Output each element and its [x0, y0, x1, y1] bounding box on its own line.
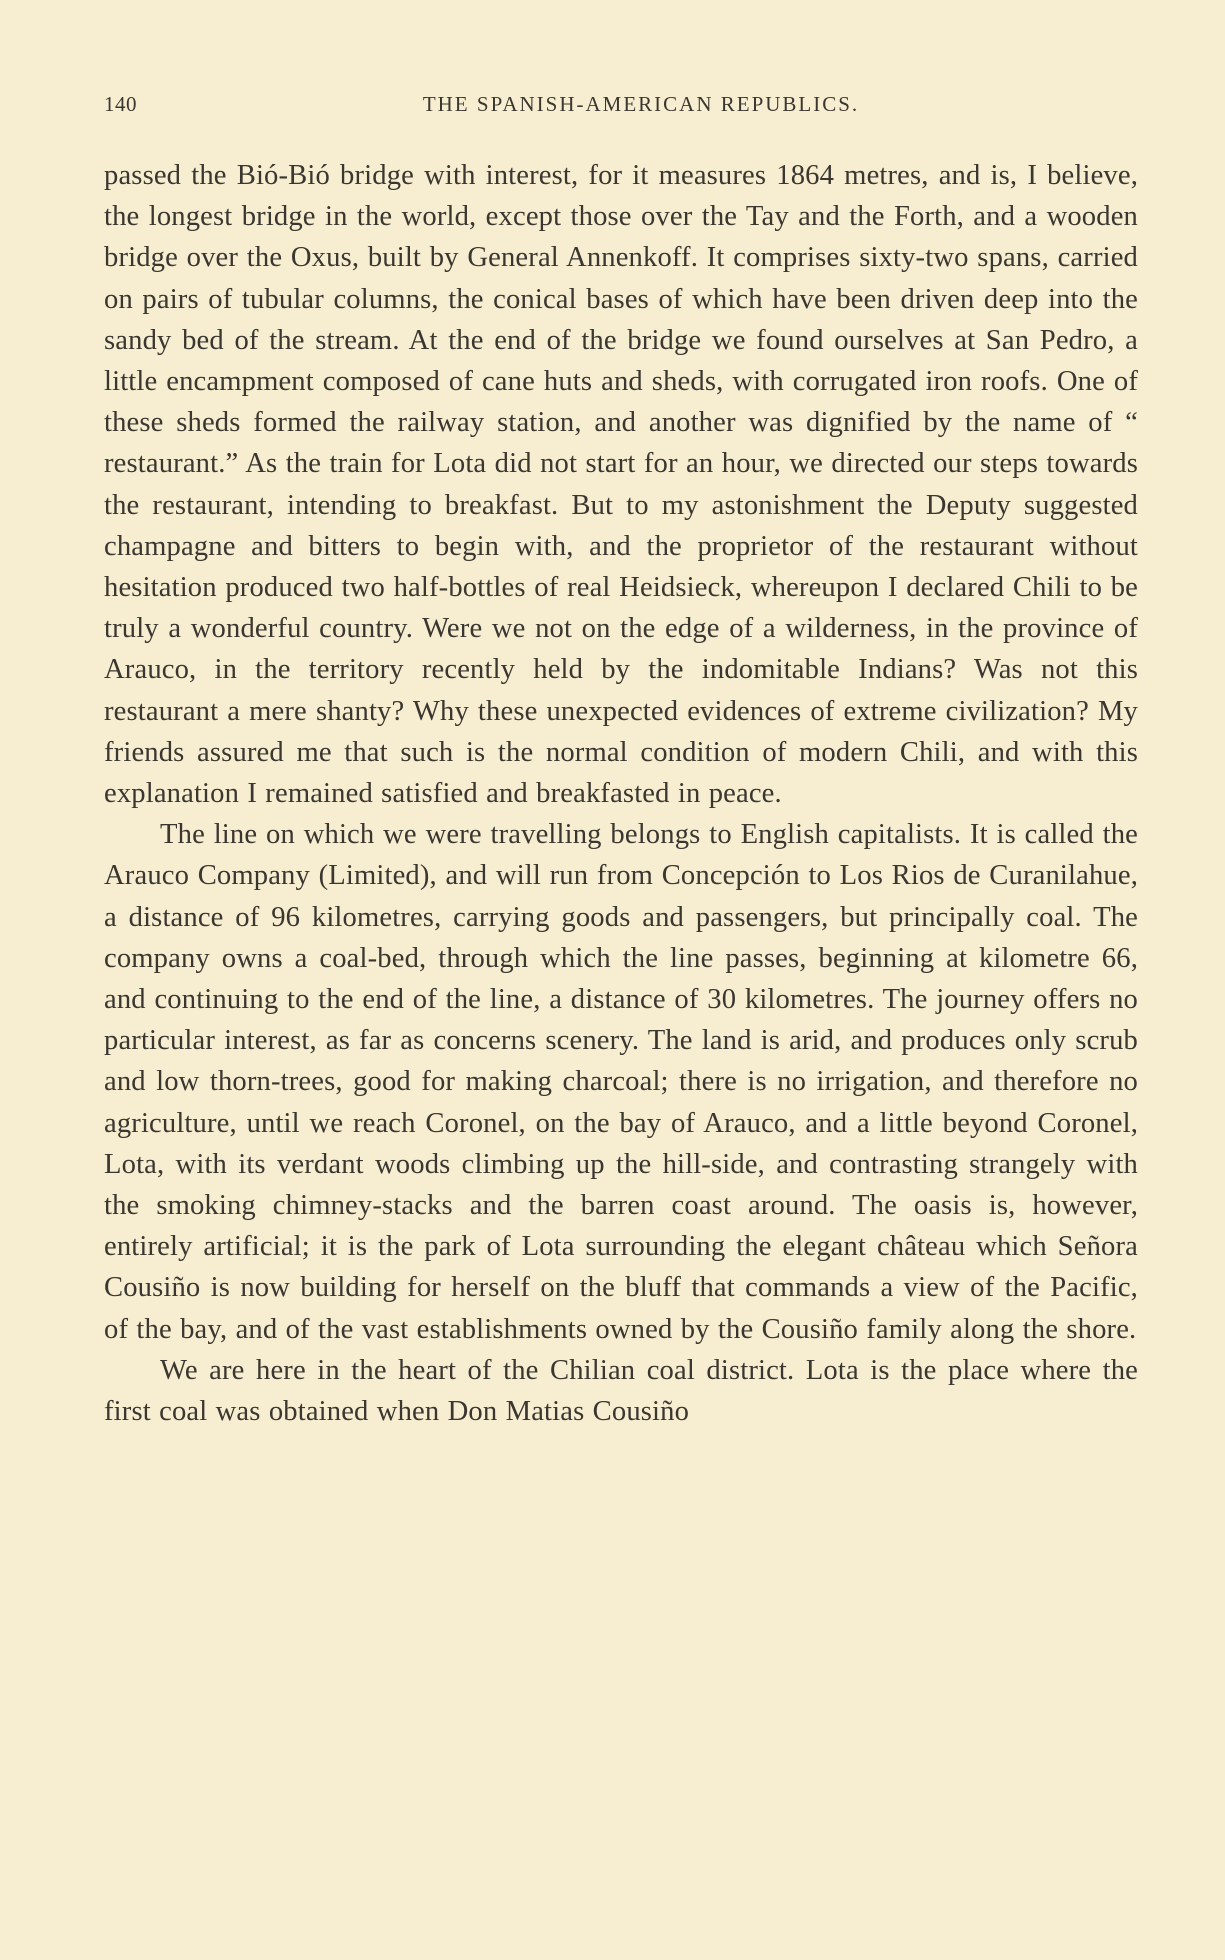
- paragraph-coal-district: We are here in the heart of the Chilian coal district. Lota is the place where the first coal was obtained when Don Matias Cousiño: [104, 1354, 1138, 1428]
- paragraph-continued: passed the Bió-Bió bridge with interest, for it measures 1864 metres, and is, I believe, the longest bridge in the world, except those over the Tay and the Forth, and a wooden bridge over the Oxus, built by General Annenkoff. It comprises sixty-two spans, carried on pairs of tubular columns, the conical bases of which have been driven deep into the sandy bed of the stream. At the end of the bridge we found ourselves at San Pedro, a little encampment composed of cane huts and sheds, with corrugated iron roofs. One of these sheds formed the railway station, and another was dignified by the name of “ restaurant.” As the train for Lota did not start for an hour, we directed our steps towards the restaurant, intending to breakfast. But to my astonishment the Deputy suggested champagne and bitters to begin with, and the proprietor of the restaurant without hesitation produced two half-bottles of real Heidsieck, whereupon I declared Chili to be truly a wonderful country. Were we not on the edge of a wilderness, in the province of Arauco, in the territory recently held by the indomitable Indians? Was not this restaurant a mere shanty? Why these unexpected evidences of extreme civilization? My friends assured me that such is the normal condition of modern Chili, and with this explanation I remained satisfied and breakfasted in peace.: [104, 160, 1138, 810]
- page-number: 140: [104, 92, 137, 116]
- paragraph-arauco-company: The line on which we were travelling belongs to English capitalists. It is called the Arauco Company (Limited), and will run from Concepción to Los Rios de Curanilahue, a distance of 96 kilometres, carrying goods and passengers, but principally coal. The company owns a coal-bed, through which the line passes, beginning at kilometre 66, and continuing to the end of the line, a distance of 30 kilometres. The journey offers no particular interest, as far as concerns scenery. The land is arid, and produces only scrub and low thorn-trees, good for making charcoal; there is no irrigation, and therefore no agriculture, until we reach Coronel, on the bay of Arauco, and a little beyond Coronel, Lota, with its verdant woods climbing up the hill-side, and contrasting strangely with the smoking chimney-stacks and the barren coast around. The oasis is, however, entirely artificial; it is the park of Lota surrounding the elegant château which Señora Cousiño is now building for herself on the bluff that commands a view of the Pacific, of the bay, and of the vast establishments owned by the Cousiño family along the shore.: [104, 819, 1138, 1345]
- body-text: [104, 155, 1138, 1432]
- page-header: [104, 92, 1138, 126]
- running-head: THE SPANISH-AMERICAN REPUBLICS.: [422, 92, 860, 116]
